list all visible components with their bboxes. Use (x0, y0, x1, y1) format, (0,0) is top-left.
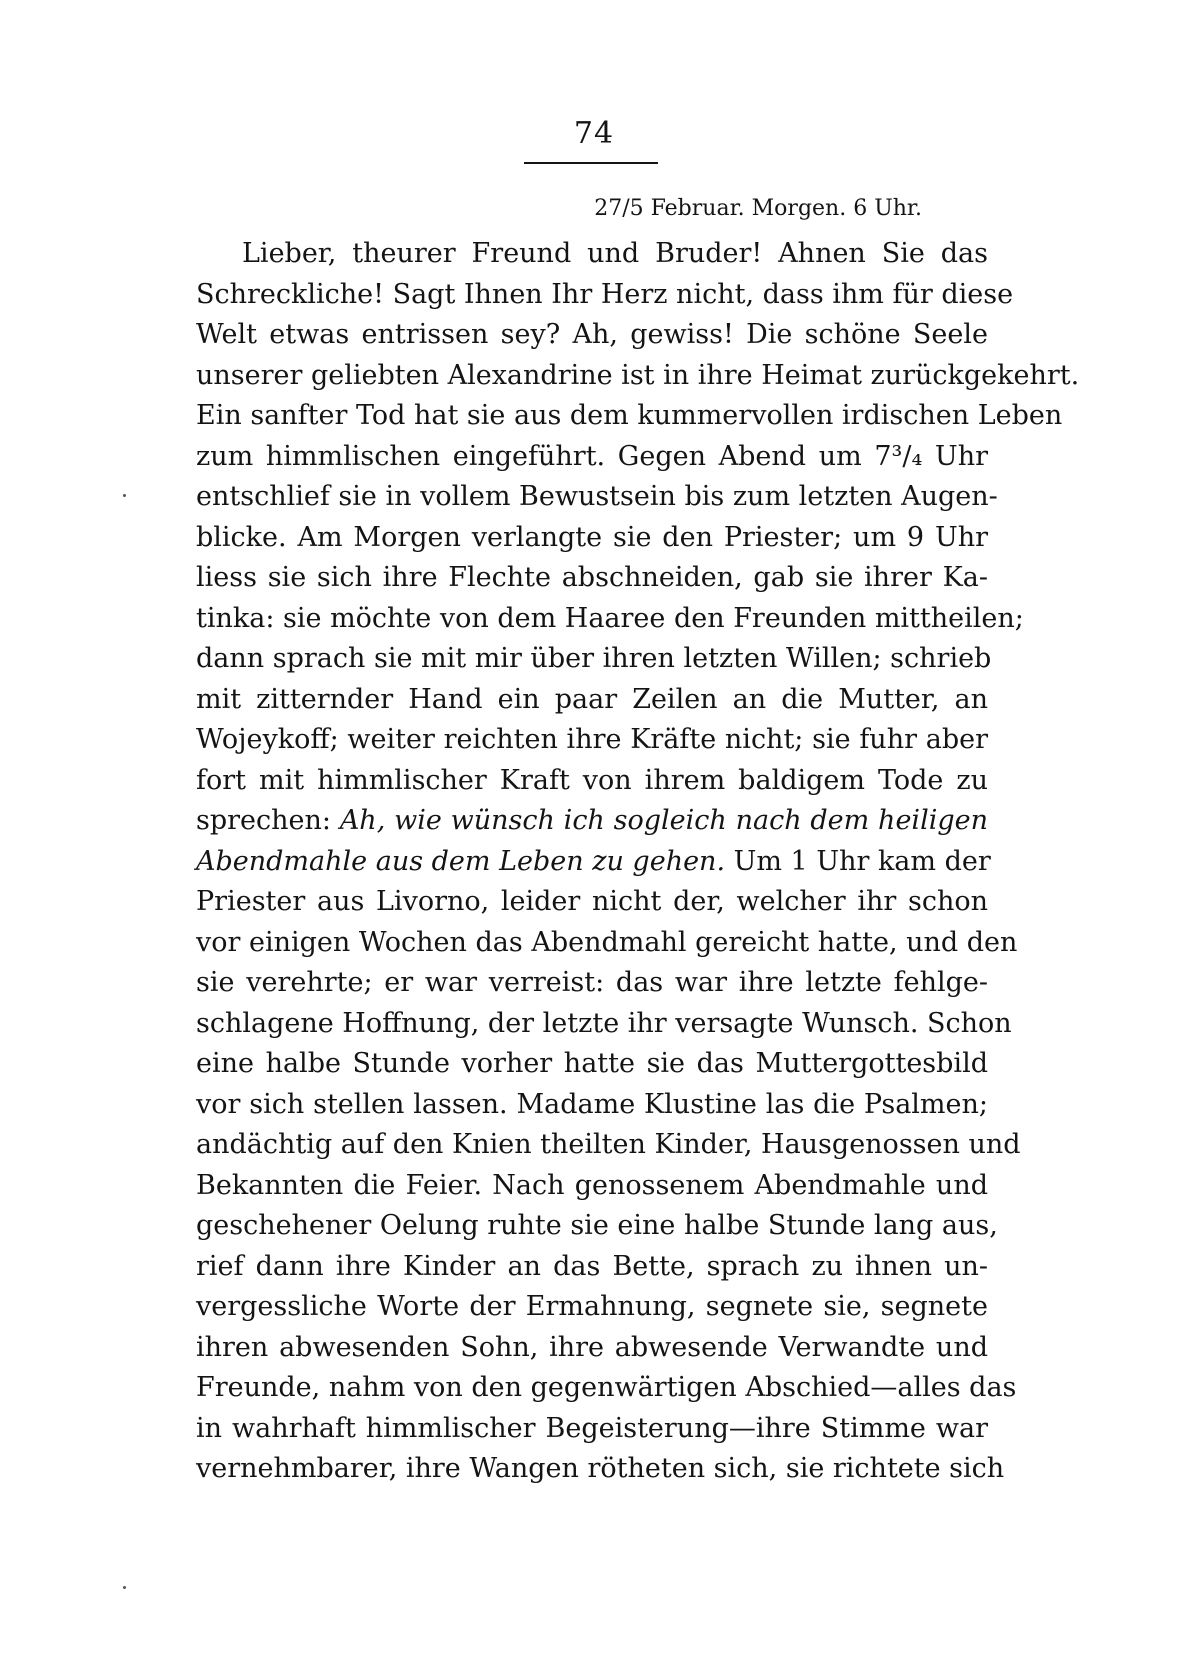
italic-quote: Ah, wie wünsch ich sogleich nach dem heiligen (339, 805, 988, 836)
text-line: vergessliche Worte der Ermahnung, segnete sie, segnete (196, 1291, 988, 1322)
text-segment: Um 1 Uhr kam der (725, 845, 991, 877)
text-line: Ein sanfter Tod hat sie aus dem kummervollen irdischen Leben (196, 400, 1063, 431)
italic-quote: Abendmahle aus dem Leben zu gehen. (196, 845, 726, 877)
text-line: Wojeykoff; weiter reichten ihre Kräfte nicht; sie fuhr aber (196, 724, 988, 755)
text-line: Lieber, theurer Freund und Bruder! Ahnen Sie das (242, 238, 988, 269)
text-line: in wahrhaft himmlischer Begeisterung—ihre Stimme war (196, 1412, 988, 1444)
letter-dateline: 27/5 Februar. Morgen. 6 Uhr. (594, 196, 922, 221)
text-line: vor einigen Wochen das Abendmahl gereicht hatte, und den (196, 926, 1018, 958)
letter-body (196, 234, 1080, 1490)
paper-speck (123, 494, 126, 497)
text-line: vernehmbarer, ihre Wangen rötheten sich, sie richtete sich (196, 1453, 1005, 1484)
text-line: zum himmlischen eingeführt. Gegen Abend um 7³/₄ Uhr (196, 440, 988, 472)
text-line: sie verehrte; er war verreist: das war ihre letzte fehlge- (196, 967, 988, 998)
text-line: Priester aus Livorno, leider nicht der, welcher ihr schon (196, 886, 988, 917)
text-line: liess sie sich ihre Flechte abschneiden, gab sie ihrer Ka- (196, 562, 988, 593)
text-line: Welt etwas entrissen sey? Ah, gewiss! Die schöne Seele (196, 319, 988, 350)
text-line: Freunde, nahm von den gegenwärtigen Abschied—alles das (196, 1372, 1017, 1403)
text-line: Bekannten die Feier. Nach genossenem Abendmahle und (196, 1169, 988, 1201)
text-line: vor sich stellen lassen. Madame Klustine las die Psalmen; (196, 1088, 988, 1120)
text-line: schlagene Hoffnung, der letzte ihr versagte Wunsch. Schon (196, 1007, 1012, 1039)
text-line: Schreckliche! Sagt Ihnen Ihr Herz nicht, dass ihm für diese (196, 278, 1014, 310)
text-line: dann sprach sie mit mir über ihren letzten Willen; schrieb (196, 643, 992, 674)
text-line: unserer geliebten Alexandrine ist in ihre Heimat zurückgekehrt. (196, 359, 1080, 391)
paper-speck (123, 1586, 126, 1589)
text-line: blicke. Am Morgen verlangte sie den Priester; um 9 Uhr (196, 521, 988, 553)
text-line-mixed (196, 842, 991, 883)
text-line: eine halbe Stunde vorher hatte sie das Muttergottesbild (196, 1048, 988, 1079)
text-line: geschehener Oelung ruhte sie eine halbe Stunde lang aus, (196, 1210, 998, 1241)
text-line: entschlief sie in vollem Bewustsein bis zum letzten Augen- (196, 481, 998, 512)
page-number: 74 (573, 116, 615, 151)
text-line-mixed (196, 801, 988, 842)
text-line: ihren abwesenden Sohn, ihre abwesende Verwandte und (196, 1331, 988, 1363)
text-line: tinka: sie möchte von dem Haaree den Freunden mittheilen; (196, 602, 1024, 634)
text-line: rief dann ihre Kinder an das Bette, sprach zu ihnen un- (196, 1250, 988, 1282)
text-segment: sprechen: (196, 805, 340, 836)
text-line: fort mit himmlischer Kraft von ihrem baldigem Tode zu (196, 764, 988, 796)
text-line: mit zitternder Hand ein paar Zeilen an die Mutter, an (196, 683, 988, 715)
text-line: andächtig auf den Knien theilten Kinder, Hausgenossen und (196, 1129, 1021, 1160)
page-number-rule (524, 162, 658, 164)
